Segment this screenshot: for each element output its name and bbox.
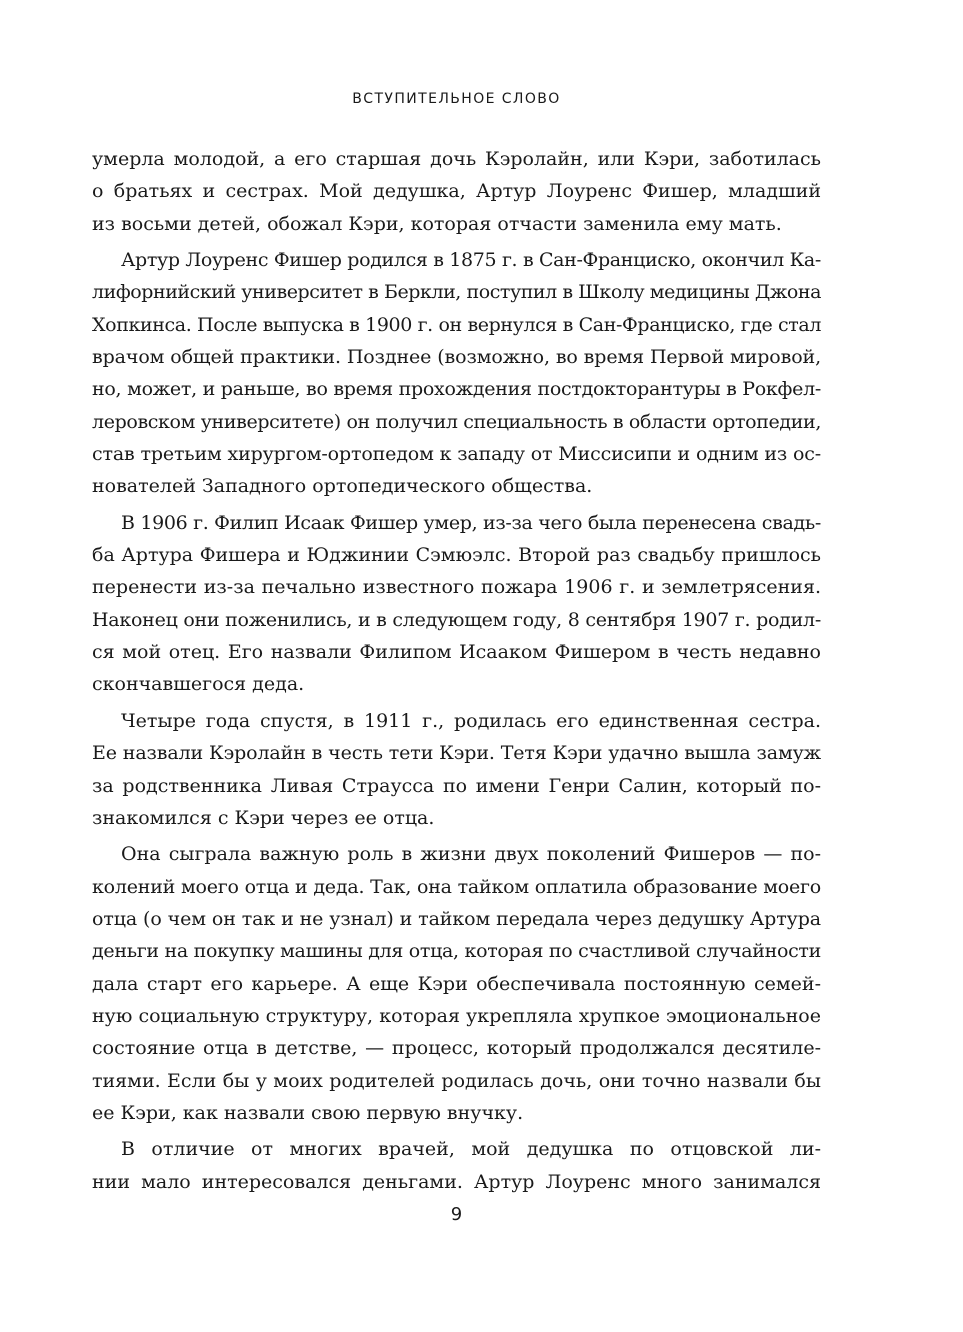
text-line: колений моего отца и деда. Так, она тайком оплатила образование моего	[92, 875, 821, 898]
text-line: скончавшегося деда.	[92, 673, 305, 696]
text-line: тиями. Если бы у моих родителей родилась дочь, они точно назвали бы	[92, 1069, 821, 1092]
text-line: дала старт его карьере. А еще Кэри обеспечивала постоянную семей-	[92, 972, 821, 995]
page-number: 9	[450, 1204, 463, 1225]
text-line: перенести из-за печально известного пожара 1906 г. и землетрясения.	[92, 576, 821, 599]
text-line: знакомился с Кэри через ее отца.	[92, 806, 435, 829]
text-line: ную социальную структуру, которая укрепляла хрупкое эмоциональное	[92, 1004, 821, 1027]
text-line: врачом общей практики. Позднее (возможно, во время Первой мировой,	[92, 346, 822, 369]
text-line: состояние отца в детстве, — процесс, который продолжался десятиле-	[92, 1037, 821, 1060]
text-line: став третьим хирургом-ортопедом к западу от Миссисипи и одним из ос-	[92, 442, 822, 465]
paragraph-2	[92, 244, 821, 502]
text-line: ся мой отец. Его назвали Филипом Исааком Фишером в честь недавно	[92, 641, 821, 664]
text-line: деньги на покупку машины для отца, которая по счастливой случайности	[92, 940, 821, 963]
text-line: В 1906 г. Филип Исаак Фишер умер, из-за чего была перенесена свадь-	[121, 511, 821, 534]
body-text	[92, 143, 821, 1202]
text-line: леровском университете) он получил специальность в области ортопедии,	[92, 410, 821, 433]
text-line: за родственника Ливая Страусса по имени Генри Салин, который по-	[92, 774, 821, 797]
text-line: Наконец они поженились, и в следующем году, 8 сентября 1907 г. родил-	[92, 608, 821, 631]
paragraph-5	[92, 838, 821, 1129]
text-line: Артур Лоуренс Фишер родился в 1875 г. в Сан-Франциско, окончил Ка-	[121, 249, 821, 272]
text-line: Она сыграла важную роль в жизни двух поколений Фишеров — по-	[121, 843, 821, 866]
text-line: Четыре года спустя, в 1911 г., родилась его единственная сестра.	[121, 709, 821, 732]
text-line: нии мало интересовался деньгами. Артур Лоуренс много занимался	[92, 1170, 821, 1193]
text-line: но, может, и раньше, во время прохождения постдокторантуры в Рокфел-	[92, 378, 821, 401]
text-line: лифорнийский университет в Беркли, поступил в Школу медицины Джона	[92, 281, 821, 304]
text-line: отца (о чем он так и не узнал) и тайком передала через дедушку Артура	[92, 908, 822, 931]
running-head: ВСТУПИТЕЛЬНОЕ СЛОВО	[352, 91, 561, 107]
text-line: Ее назвали Кэролайн в честь тети Кэри. Тетя Кэри удачно вышла замуж	[92, 742, 822, 765]
paragraph-4	[92, 705, 821, 834]
text-line: о братьях и сестрах. Мой дедушка, Артур Лоуренс Фишер, младший	[92, 180, 821, 203]
text-line: из восьми детей, обожал Кэри, которая отчасти заменила ему мать.	[92, 212, 782, 235]
text-line: нователей Западного ортопедического общества.	[92, 475, 593, 498]
text-line: В отличие от многих врачей, мой дедушка по отцовской ли-	[121, 1138, 821, 1161]
text-line: ее Кэри, как назвали свою первую внучку.	[92, 1101, 524, 1124]
text-line: ба Артура Фишера и Юджинии Сэмюэлс. Второй раз свадьбу пришлось	[92, 544, 821, 567]
text-line: Хопкинса. После выпуска в 1900 г. он вернулся в Сан-Франциско, где стал	[92, 313, 822, 336]
paragraph-3	[92, 507, 821, 701]
paragraph-6	[92, 1133, 821, 1198]
text-line: умерла молодой, а его старшая дочь Кэролайн, или Кэри, заботилась	[92, 148, 821, 170]
paragraph-1	[92, 143, 821, 240]
